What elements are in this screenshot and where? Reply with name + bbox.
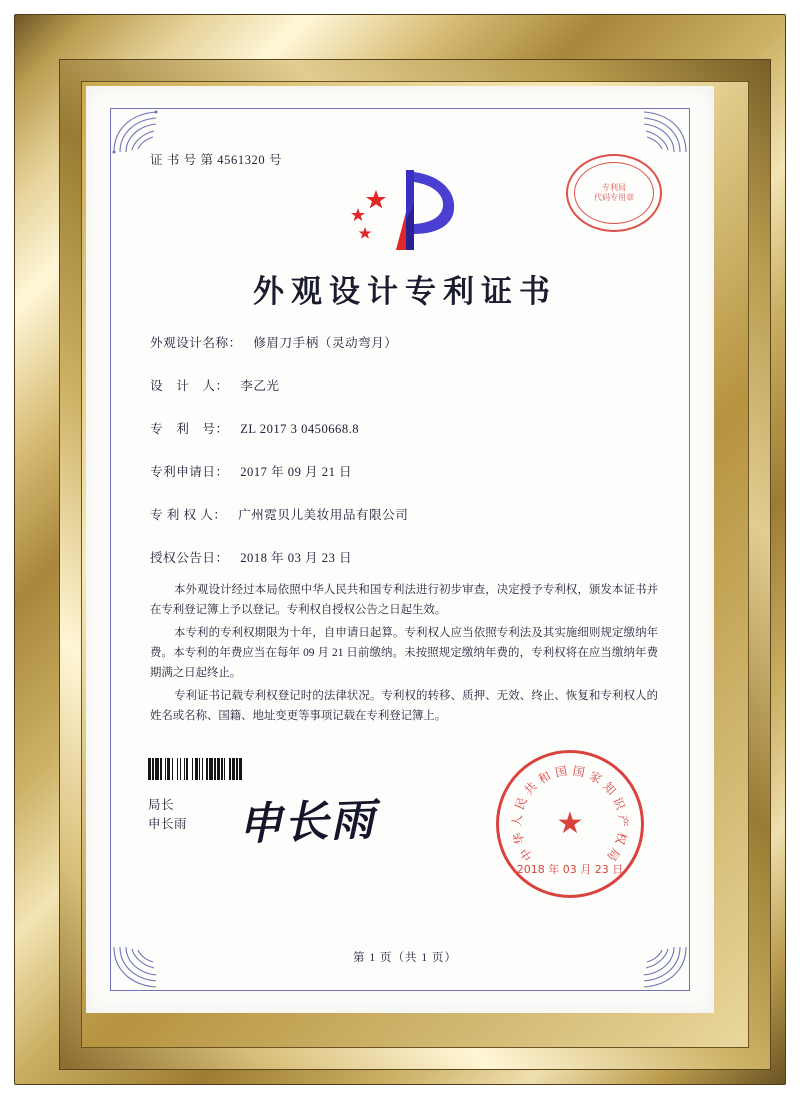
legal-text-block <box>150 580 658 729</box>
director-label: 局长 <box>148 798 175 812</box>
seal-ring-char: 国 <box>554 763 569 780</box>
field-row <box>150 547 660 566</box>
field-label: 授权公告日： <box>150 551 229 565</box>
small-seal-center-text: 专利局 代码专用章 <box>594 183 634 202</box>
seal-ring-char: 权 <box>612 830 630 847</box>
barcode <box>148 758 338 780</box>
field-row <box>150 461 660 480</box>
field-value: 广州霓贝儿美妆用品有限公司 <box>238 508 409 522</box>
director-name: 申长雨 <box>148 817 188 831</box>
field-row <box>150 418 660 437</box>
seal-ring-char: 华 <box>510 830 528 847</box>
signature-labels <box>148 796 187 834</box>
seal-ring-char: 国 <box>571 763 586 780</box>
handwritten-signature: 申长雨 <box>237 794 378 851</box>
seal-ring-char: 局 <box>604 845 623 864</box>
official-round-seal <box>496 750 644 898</box>
field-label: 专利申请日： <box>150 465 229 479</box>
certificate-title: 外观设计专利证书 <box>253 274 557 310</box>
certificate-content <box>142 150 668 973</box>
field-row <box>150 332 660 351</box>
certificate-number: 证 书 号 第 4561320 号 <box>150 153 283 167</box>
seal-ring-char: 产 <box>615 814 631 828</box>
field-row <box>150 504 660 523</box>
field-row <box>150 375 660 394</box>
legal-paragraph: 本专利的专利权期限为十年，自申请日起算。专利权人应当依照专利法及其实施细则规定缴纳年费。本专利的年费应当在每年 09 月 21 日前缴纳。未按照规定缴纳年费的，专利权将在应当缴纳年费期满之日起终止。 <box>150 627 658 679</box>
field-label: 专 利 号： <box>150 422 229 436</box>
seal-ring-char: 中 <box>517 845 536 864</box>
certificate-paper <box>86 86 714 1013</box>
office-small-seal <box>566 154 662 232</box>
seal-ring-char: 和 <box>535 768 554 787</box>
seal-ring-char: 民 <box>512 795 530 812</box>
seal-ring-char: 知 <box>600 779 619 798</box>
certificate-fields <box>150 332 660 590</box>
seal-ring-char: 人 <box>509 814 525 828</box>
field-value: ZL 2017 3 0450668.8 <box>240 422 360 436</box>
field-value: 2017 年 09 月 21 日 <box>240 465 353 479</box>
page-footer: 第 1 页（共 1 页） <box>353 952 457 964</box>
field-value: 2018 年 03 月 23 日 <box>240 551 353 565</box>
five-point-star-icon: ★ <box>556 807 584 840</box>
seal-ring-char: 共 <box>521 779 540 798</box>
field-label: 外观设计名称： <box>150 336 242 350</box>
field-label: 设 计 人： <box>150 379 229 393</box>
seal-date: 2018 年 03 月 23 日 <box>516 863 624 876</box>
field-value: 修眉刀手柄（灵动弯月） <box>253 336 398 350</box>
field-value: 李乙光 <box>240 379 280 393</box>
sipo-logo-icon <box>340 164 470 256</box>
legal-paragraph: 本外观设计经过本局依照中华人民共和国专利法进行初步审查，决定授予专利权，颁发本证书并在专利登记簿上予以登记。专利权自授权公告之日起生效。 <box>150 584 658 616</box>
seal-ring-char: 识 <box>610 795 628 812</box>
field-label: 专 利 权 人： <box>150 508 227 522</box>
legal-paragraph: 专利证书记载专利权登记时的法律状况。专利权的转移、质押、无效、终止、恢复和专利权人的姓名或名称、国籍、地址变更等事项记载在专利登记簿上。 <box>150 690 658 722</box>
seal-ring-char: 家 <box>586 768 605 787</box>
